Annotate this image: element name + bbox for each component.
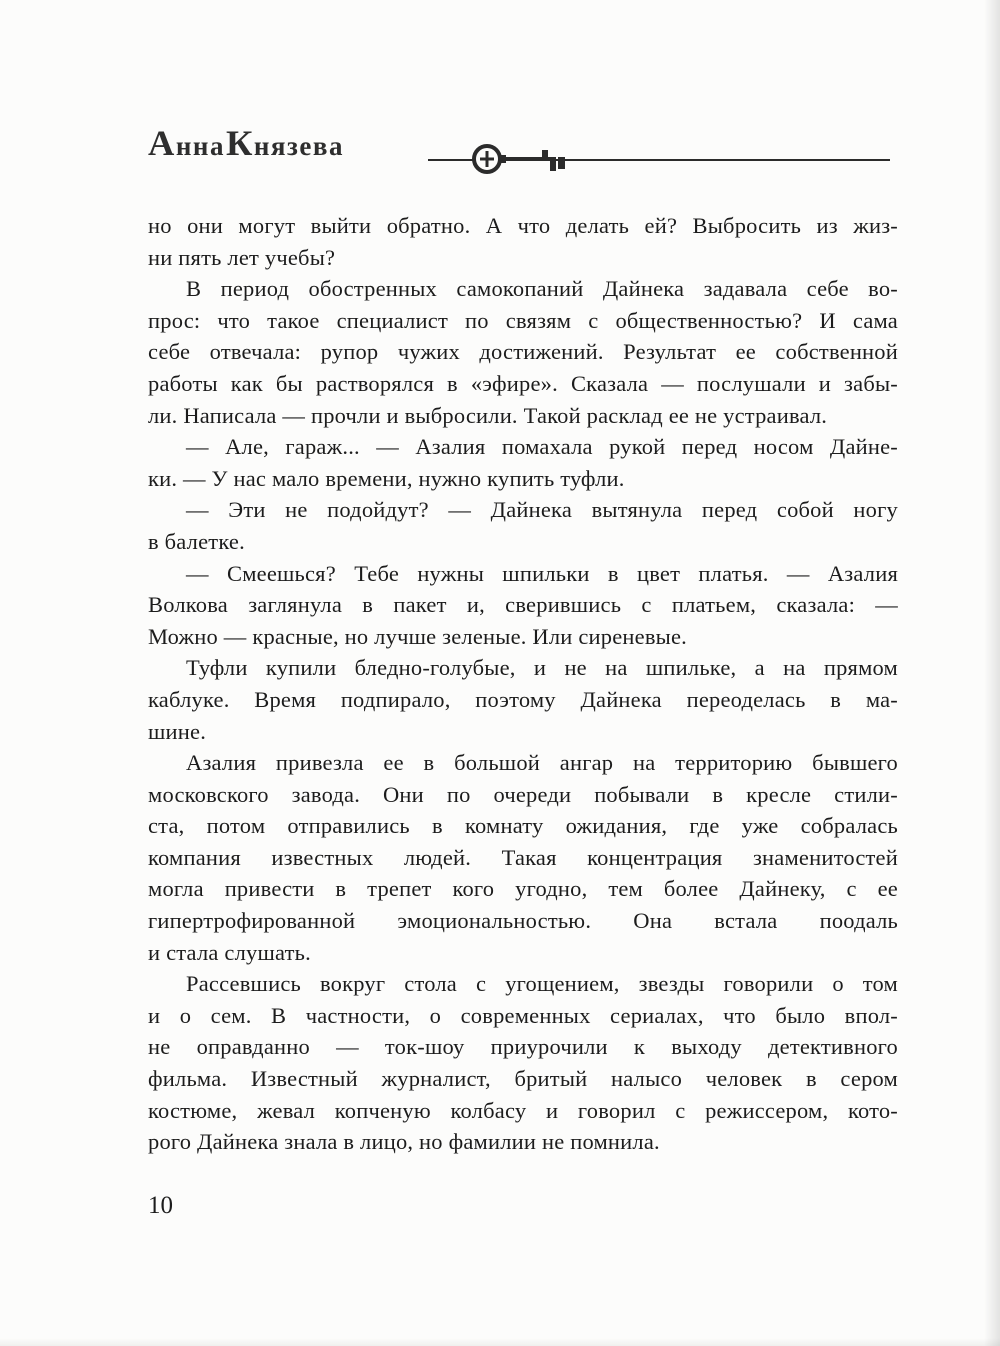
text-line: в балетке. [148,528,245,554]
text-line: прос: что такое специалист по связям с общественностью? И сама [148,307,898,333]
text-line: гипертрофированной эмоциональностью. Она встала поодаль [148,908,898,934]
text-line: себе отвечала: рупор чужих достижений. Результат ее собственной [148,339,898,365]
text-line: Азалия привезла ее в большой ангар на территорию бывшего [186,750,898,776]
scan-shadow-right [984,0,1000,1346]
text-line: фильма. Известный журналист, бритый налысо человек в сером [148,1066,898,1092]
text-line: Туфли купили бледно-голубые, и не на шпильке, а на прямом [186,655,898,681]
paragraph [148,968,898,1158]
text-line: не оправданно — ток-шоу приурочили к выходу детективного [148,1034,898,1060]
page-text [148,210,898,1158]
text-line: Рассевшись вокруг стола с угощением, звезды говорили о том [186,971,898,997]
text-line: московского завода. Они по очереди побывали в кресле стили- [148,781,898,807]
text-line: могла привести в трепет кого угодно, тем более Дайнеку, с ее [148,876,898,902]
paragraph [148,210,898,273]
paragraph [148,494,898,557]
text-line: шине. [148,718,207,744]
author-first-name: Анна [148,123,225,163]
text-line: костюме, жевал копченую колбасу и говорил с режиссером, кото- [148,1097,898,1123]
text-line: — Смеешься? Тебе нужны шпильки в цвет платья. — Азалия [186,560,898,586]
scan-shadow-bottom [0,1338,1000,1346]
text-line: ки. — У нас мало времени, нужно купить туфли. [148,465,625,491]
text-line: — Эти не подойдут? — Дайнека вытянула перед собой ногу [186,497,898,523]
text-line: работы как бы растворялся в «эфире». Сказала — послушали и забы- [148,370,898,396]
text-line: Можно — красные, но лучше зеленые. Или сиреневые. [148,623,687,649]
text-line: ста, потом отправились в комнату ожидания, где уже собралась [148,813,898,839]
text-line: В период обостренных самокопаний Дайнека задавала себе во- [186,276,898,302]
text-line: ли. Написала — прочли и выбросили. Такой расклад ее не устраивал. [148,402,828,428]
author-name [148,122,345,164]
text-line: и о сем. В частности, о современных сериалах, что было впол- [148,1002,898,1028]
text-line: каблуке. Время подпирало, поэтому Дайнека переоделась в ма- [148,686,898,712]
paragraph [148,747,898,968]
running-head [0,0,1000,180]
text-line: ни пять лет учебы? [148,244,336,270]
text-line: рого Дайнека знала в лицо, но фамилии не помнила. [148,1129,660,1155]
text-line: и стала слушать. [148,939,311,965]
text-line: Волкова заглянула в пакет и, сверившись с платьем, сказала: — [148,592,898,618]
text-line: — Але, гараж... — Азалия помахала рукой перед носом Дайне- [186,434,898,460]
paragraph [148,273,898,431]
paragraph [148,431,898,494]
text-line: компания известных людей. Такая концентрация знаменитостей [148,844,898,870]
key-icon [470,138,580,180]
paragraph [148,558,898,653]
paragraph [148,652,898,747]
author-last-name: Князева [225,123,344,163]
page-number: 10 [148,1192,173,1219]
text-line: но они могут выйти обратно. А что делать ей? Выбросить из жиз- [148,213,898,238]
